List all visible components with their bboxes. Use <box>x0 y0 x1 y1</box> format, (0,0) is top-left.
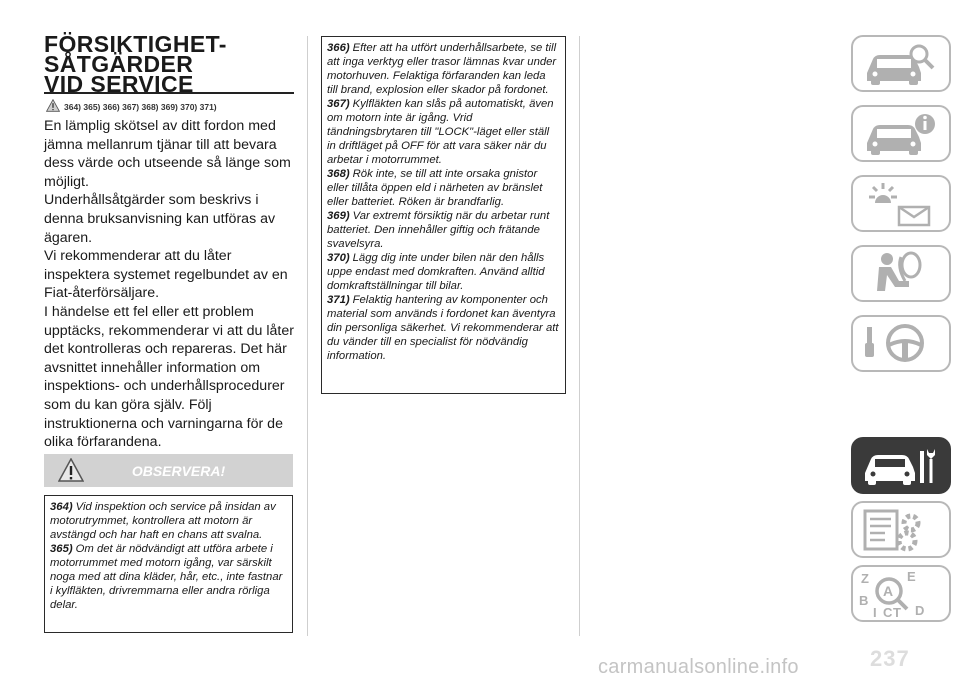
svg-text:I: I <box>873 605 877 620</box>
observera-title: OBSERVERA! <box>131 463 226 479</box>
note-370 <box>327 251 559 293</box>
key-steering-wheel-icon <box>853 317 949 370</box>
car-search-icon <box>853 37 949 90</box>
warning-triangle-icon <box>46 99 60 112</box>
note-text: Kylfläkten kan slås på automatiskt, även om motorn inte är igång. Vrid tändningsbrytaren till "LOCK"-läget eller ställ in driftläget på OFF för att vara säker när du arbetar i motorrummet. <box>327 98 554 166</box>
note-number: 371) <box>327 294 350 306</box>
svg-text:Z: Z <box>861 571 869 586</box>
nav-tab-starting-driving[interactable] <box>851 315 951 372</box>
seat-airbag-icon <box>853 247 949 300</box>
note-number: 364) <box>50 501 73 513</box>
nav-tab-index[interactable] <box>851 565 951 622</box>
svg-text:B: B <box>859 593 869 608</box>
car-service-icon <box>853 439 949 492</box>
note-369 <box>327 209 559 251</box>
note-number: 366) <box>327 42 350 54</box>
section-title-line-3: VID SERVICE <box>44 71 194 97</box>
nav-tab-maintenance[interactable] <box>851 437 951 494</box>
svg-text:C: C <box>883 605 893 620</box>
specs-gears-icon <box>853 503 949 556</box>
note-371 <box>327 293 559 363</box>
nav-tab-knowing-car[interactable] <box>851 35 951 92</box>
svg-text:T: T <box>893 605 901 620</box>
section-body <box>44 117 296 452</box>
note-365 <box>50 542 286 612</box>
note-367 <box>327 97 559 167</box>
note-text: Om det är nödvändigt att utföra arbete i motorrummet med motorn igång, var särskilt noga med att dina kläder, hår, etc., inte fastnar i kylfläkten, drivremmarna eller andra rörliga delar. <box>50 543 283 611</box>
note-text: Var extremt försiktig när du arbetar runt batteriet. Den innehåller giftig och frätande svavelsyra. <box>327 210 550 250</box>
section-title-line-1: FÖRSIKTIGHET- <box>44 31 227 57</box>
note-number: 370) <box>327 252 350 264</box>
column-divider <box>307 36 308 636</box>
body-paragraph-3: Vi rekommenderar att du låter inspektera systemet regelbundet av en Fiat-återförsäljare. <box>44 248 288 302</box>
body-paragraph-4: I händelse ett fel eller ett problem upptäcks, rekommenderar vi att du låter det kontrolleras och repareras. Det här avsnittet innehåller information om inspektions- och underhållsprocedurer som du kan göra själv. Följ instruktionerna och varningarna för de olika förfarandena. <box>44 303 294 451</box>
note-number: 368) <box>327 168 350 180</box>
note-368 <box>327 167 559 209</box>
car-info-icon <box>853 107 949 160</box>
section-title-line-2: SÅTGÄRDER <box>44 51 194 77</box>
column-divider <box>579 36 580 636</box>
warning-lights-icon <box>853 177 949 230</box>
watermark: carmanualsonline.info <box>598 656 799 678</box>
svg-text:A: A <box>883 583 894 599</box>
observera-notes-right <box>321 36 566 394</box>
svg-text:D: D <box>915 603 925 618</box>
note-text: Vid inspektion och service på insidan av motorutrymmet, kontrollera att motorn är avstängd och har haft en chans att svalna. <box>50 501 276 541</box>
nav-tab-technical-data[interactable] <box>851 501 951 558</box>
observera-header <box>44 454 293 487</box>
title-divider <box>44 92 294 94</box>
note-number: 369) <box>327 210 350 222</box>
note-number: 365) <box>50 543 73 555</box>
note-text: Rök inte, se till att inte orsaka gnistor eller tillåta öppen eld i närheten av bränslet eller batteriet. Röken är brandfarlig. <box>327 168 543 208</box>
note-text: Felaktig hantering av komponenter och material som används i fordonet kan äventyra din personliga säkerhet. Vi rekommenderar att du vänder till en specialist för nödvändig information. <box>327 294 559 362</box>
note-number: 367) <box>327 98 350 110</box>
warning-reference-list: 364) 365) 366) 367) 368) 369) 370) 371) <box>64 102 217 112</box>
note-text: Lägg dig inte under bilen när den hålls uppe endast med domkraften. Använd alltid domkraftställningar till bilar. <box>327 252 545 292</box>
nav-tab-safety[interactable] <box>851 245 951 302</box>
note-366 <box>327 41 559 97</box>
svg-text:E: E <box>907 569 916 584</box>
note-text: Efter att ha utfört underhållsarbete, se till att inga verktyg eller trasor lämnas kvar under motorhuven. Felaktiga förfaranden kan leda till brand, explosion eller skador på fordonet. <box>327 42 557 96</box>
section-title <box>44 31 294 97</box>
note-364 <box>50 500 286 542</box>
page-number: 237 <box>870 646 910 671</box>
nav-tab-warning-lights[interactable] <box>851 175 951 232</box>
body-paragraph-1: En lämplig skötsel av ditt fordon med jämna mellanrum tjänar till att bevara dess värde och utseende så länge som möjligt. <box>44 118 291 190</box>
index-search-icon <box>853 567 949 620</box>
body-paragraph-2: Underhållsåtgärder som beskrivs i denna bruksanvisning kan utföras av ägaren. <box>44 192 276 246</box>
nav-tab-information[interactable] <box>851 105 951 162</box>
warning-references <box>46 99 217 112</box>
observera-notes-left <box>44 495 293 633</box>
